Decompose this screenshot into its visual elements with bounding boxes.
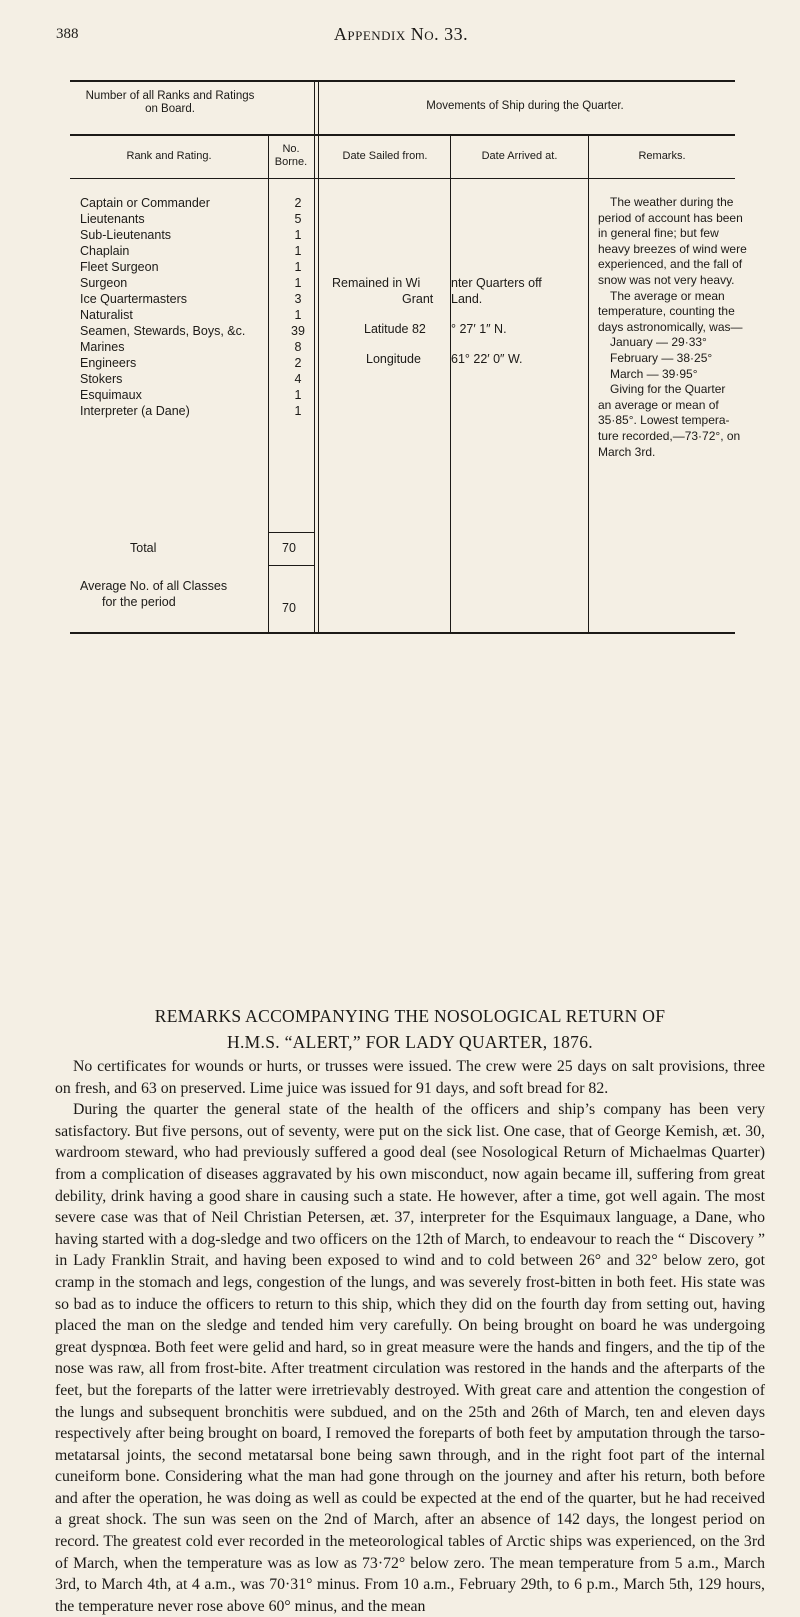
section-heading-line-1: REMARKS ACCOMPANYING THE NOSOLOGICAL RETURN OF [154,1006,666,1026]
table-row: Engineers 2 [80,356,302,370]
table-bottom-rule [70,632,735,634]
table-top-rule [70,80,735,82]
average-label-2: for the period [102,595,176,609]
header-date-sailed: Date Sailed from. [342,150,428,162]
sailed-line-2: Grant [402,292,434,306]
table-row: Surgeon 1 [80,276,302,290]
total-value: 70 [282,541,296,555]
paragraph: No certificates for wounds or hurts, or trusses were issued. The crew were 25 days on salt provisions, three on fresh, and 63 on preserved. Lime juice was issued for 91 days, and soft bread for 82. [55,1058,765,1097]
rule-sailed-arrived [450,136,451,632]
rule-borne-movements-b [318,80,319,632]
average-value: 70 [282,601,296,615]
header-remarks: Remarks. [638,150,686,162]
body-text [55,1056,765,1617]
total-top-rule [268,532,314,533]
header-rank: Rank and Rating. [126,150,212,162]
total-label: Total [130,541,157,555]
table-row: Sub-Lieutenants 1 [80,228,302,242]
paragraph: During the quarter the general state of the health of the officers and ship’s company has been very satisfactory. But five persons, out of seventy, were put on the sick list. One case, that of George Kemish, æt. 30, wardroom steward, who had previously suffered a good deal (see Nosological Return of Michaelmas Quarter) from a complication of diseases aggravated by his own misconduct, now again became ill, suffering from great debility, drink having a good share in causing such a state. He however, after a time, got well again. The most severe case was that of Neil Christian Petersen, æt. 37, interpreter for the Esquimaux language, a Dane, who having started with a dog-sledge and two officers on the 12th of March, to endeavour to reach the “ Discovery ” in Lady Franklin Strait, and having been exposed to wind and to cold between 26° and 32° below zero, got cramp in the stomach and legs, congestion of the lungs, and was severely frost-bitten in both feet. His state was so bad as to induce the officers to return to this ship, which they did on the fourth day from setting out, having placed the man on the sledge and tended him very carefully. On being brought on board he was undergoing great dyspnœa. Both feet were gelid and hard, so in great measure were the hands and fingers, and the tip of the nose was raw, all from frost-bite. After treatment circulation was restored in the hands and the afterparts of the feet, but the foreparts of the latter were irretrievably destroyed. With great care and attention the congestion of the lungs and subsequent bronchitis were subdued, and on the 25th and 26th of March, ten and eleven days respectively after being brought on board, I removed the foreparts of both feet by amputation through the tarso-metatarsal joints, the second metatarsal bone being sawn through, and in the right foot part of the internal cuneiform bone. Considering what the man had gone through on the journey and after his return, both before and after the operation, he was doing as well as could be expected at the end of the quarter, but he had received a great shock. The sun was seen on the 2nd of March, after an absence of 142 days, the longest period on record. The greatest cold ever recorded in the meteorological tables of Arctic ships was experienced, on the 3rd of March, when the temperature was as low as 73·72° below zero. The mean temperature from 5 a.m., March 3rd, to March 4th, at 4 a.m., was 70·31° minus. From 10 a.m., February 29th, to 6 p.m., March 5th, 129 hours, the temperature never rose above 60° minus, and the mean [55,1101,765,1615]
rule-arrived-remarks [588,136,589,632]
table-row: Seamen, Stewards, Boys, &c. 39 [80,324,305,338]
return-table [70,80,747,850]
rank-list [80,195,305,419]
header-movements-group: Movements of Ship during the Quarter. [426,100,624,112]
sailed-line-1: Remained in Wi [332,276,421,290]
section-heading [55,1003,765,1055]
sailed-line-3: Latitude 82 [364,322,426,336]
page-number: 388 [56,26,79,42]
table-row: Lieutenants 5 [80,212,302,226]
total-bottom-rule [268,565,314,566]
arrived-line-4: 61° 22′ 0″ W. [451,352,523,366]
rule-borne-movements-a [314,80,315,632]
table-row: Marines 8 [80,340,302,354]
header-ranks-group: Number of all Ranks and Ratings on Board. [85,90,255,115]
table-header-rule [70,134,735,136]
section-heading-line-2: H.M.S. “ALERT,” FOR LADY QUARTER, 1876. [227,1032,593,1052]
table-row: Ice Quartermasters 3 [80,292,302,306]
sailed-line-4: Longitude [366,352,421,366]
average-label-1: Average No. of all Classes [80,579,228,593]
remarks-text: The weather during the period of account has been in general fine; but few heavy breezes of wind were experienced, and the fall of snow was not very heavy. The average or mean temperature, counting the days astronomically, was— January — 29·33° February — 38·25° March — 39·95° Giving for the Quarter an average or mean of 35·85°. Lowest tempera- ture recorded,—73·72°, on March 3rd. [598,195,747,459]
running-title: Appendix No. 33. [333,24,469,44]
table-subheader-rule [70,178,735,179]
table-row: Naturalist 1 [80,308,302,322]
arrived-line-1: nter Quarters off [451,276,542,290]
table-row: Chaplain 1 [80,244,302,258]
running-head [56,26,746,56]
arrived-line-3: ° 27′ 1″ N. [451,322,507,336]
table-row: Interpreter (a Dane) 1 [80,404,302,418]
header-borne: No. Borne. [274,143,308,168]
table-row: Fleet Surgeon 1 [80,260,302,274]
arrived-line-2: Land. [451,292,483,306]
header-date-arrived: Date Arrived at. [481,150,558,162]
table-row: Esquimaux 1 [80,388,302,402]
table-row: Stokers 4 [80,372,302,386]
table-row: Captain or Commander 2 [80,196,302,210]
